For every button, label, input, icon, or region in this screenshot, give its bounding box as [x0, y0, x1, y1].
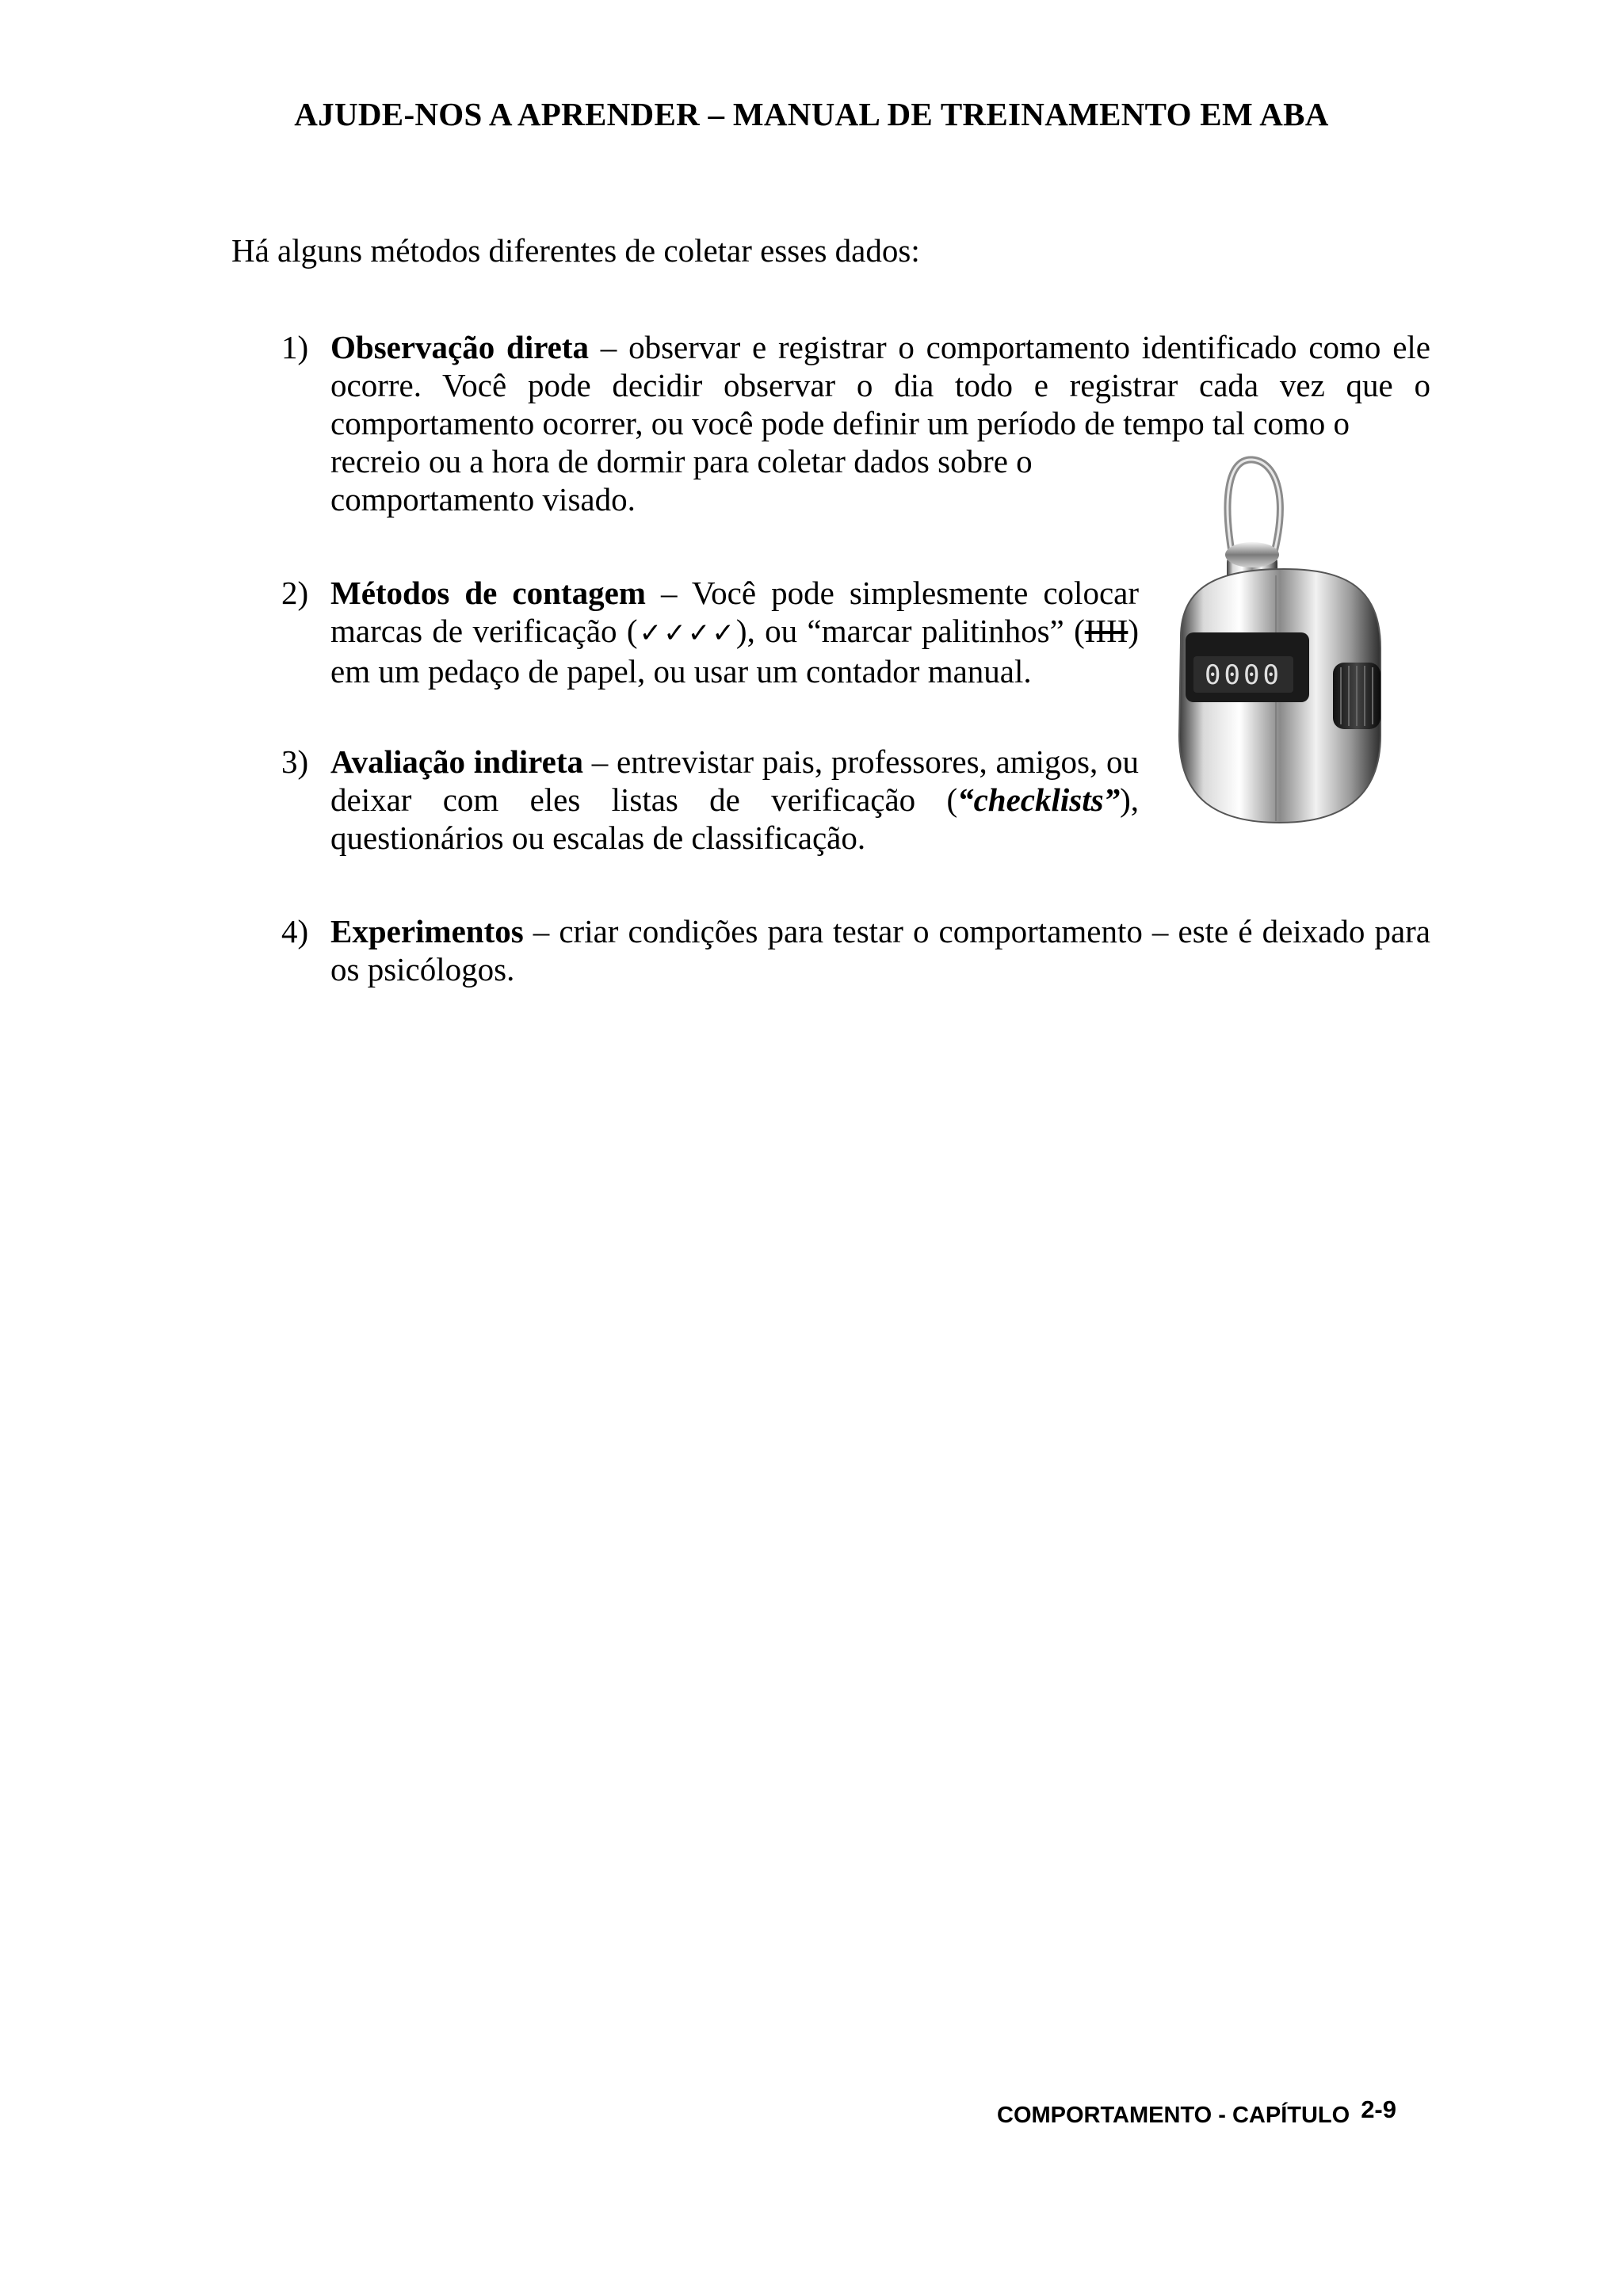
- item-text: – Você pode simplesmente colocar marcas de verificação (: [330, 575, 1140, 649]
- intro-paragraph: Há alguns métodos diferentes de coletar esses dados:: [231, 232, 920, 269]
- item-text: ), questionários ou escalas de classificação.: [330, 781, 1139, 856]
- item-text: ) em um pedaço de papel, ou usar um contador manual.: [330, 613, 1140, 690]
- item-term: Observação direta: [330, 329, 590, 365]
- counter-digits: 0000: [1205, 659, 1282, 691]
- item-term: Métodos de contagem: [330, 575, 646, 611]
- checklists-term: “checklists”: [957, 781, 1121, 818]
- item-body: [330, 574, 1139, 690]
- item-term: Experimentos: [330, 913, 524, 949]
- list-item: [281, 574, 1139, 690]
- item-number: 3): [281, 743, 309, 780]
- list-item: [281, 912, 1430, 988]
- page-footer: [997, 2095, 1396, 2129]
- page-number: 2-9: [1361, 2095, 1396, 2123]
- item-body: [330, 743, 1139, 857]
- item-text: ), ou “marcar palitinhos” (: [735, 613, 1085, 649]
- tally-marks: IIII: [1084, 613, 1128, 649]
- item-text: comportamento visado.: [330, 481, 636, 518]
- item-number: 2): [281, 575, 309, 611]
- check-marks: ✓✓✓✓: [637, 617, 736, 649]
- item-body: [330, 912, 1430, 988]
- list-item: [281, 743, 1139, 857]
- item-term: Avaliação indireta: [330, 743, 583, 780]
- item-text: – criar condições para testar o comportamento – este é deixado para os psicólogos.: [330, 913, 1430, 988]
- item-text-wrap: [330, 442, 1131, 480]
- tally-counter-image: [1165, 450, 1403, 829]
- item-number: 4): [281, 913, 309, 949]
- item-text: recreio ou a hora de dormir para coletar dados sobre o: [330, 443, 1033, 479]
- item-text: – entrevistar pais, professores, amigos, ou deixar com eles listas de verificação (: [330, 743, 1139, 818]
- page-title: AJUDE-NOS A APRENDER – MANUAL DE TREINAMENTO EM ABA: [294, 96, 1329, 132]
- item-number: 1): [281, 329, 309, 365]
- item-text: – observar e registrar o comportamento identificado como ele ocorre. Você pode decidir observar o dia todo e registrar cada vez que o comportamento ocorrer, ou você pode definir um período de tempo tal como o: [330, 329, 1430, 441]
- footer-label: COMPORTAMENTO - CAPÍTULO: [997, 2103, 1350, 2128]
